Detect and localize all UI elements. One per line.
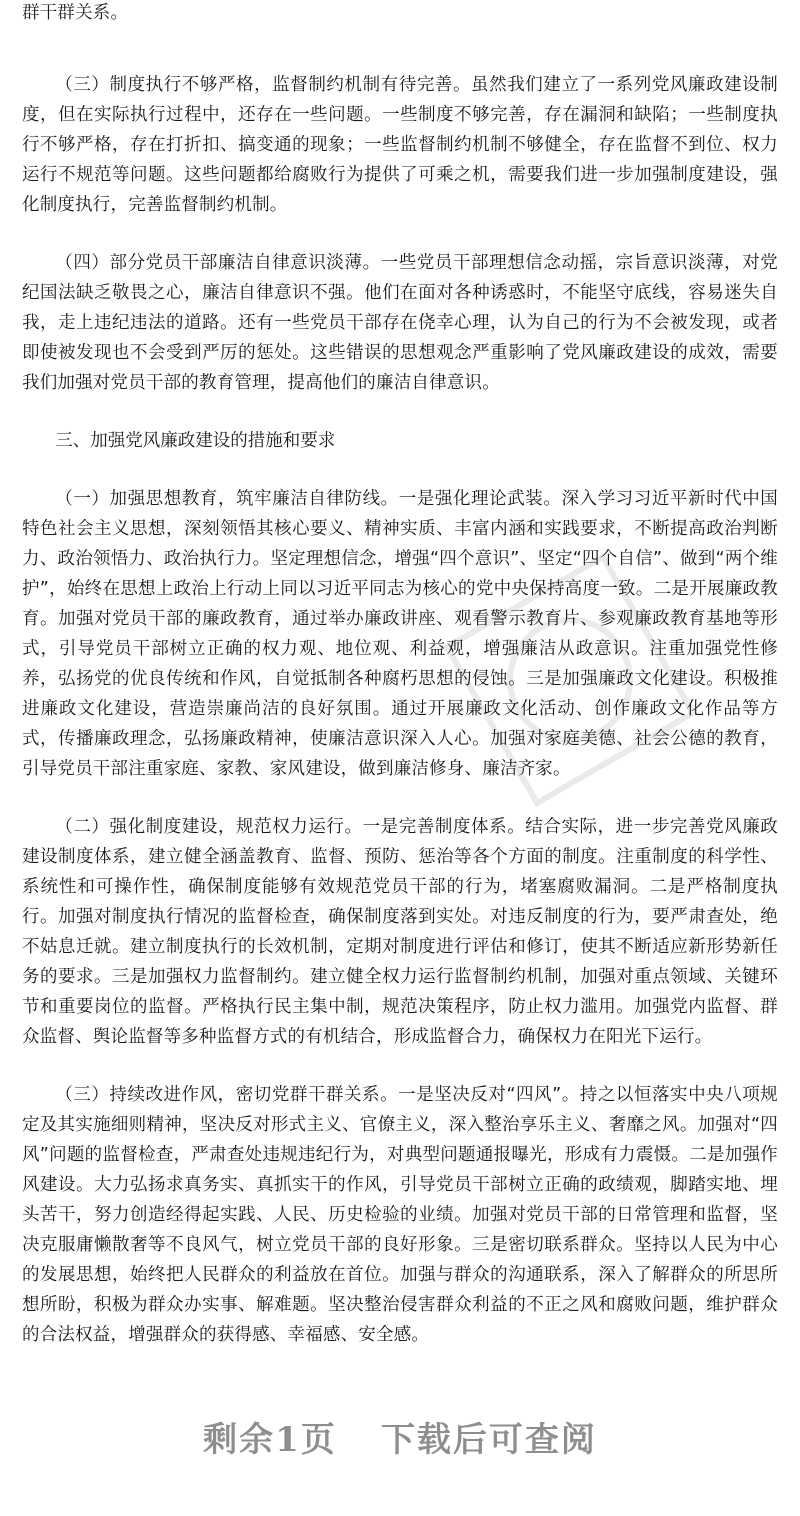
- paragraph-self-discipline: （四）部分党员干部廉洁自律意识淡薄。一些党员干部理想信念动摇，宗旨意识淡薄，对党纪国法缺乏敬畏之心，廉洁自律意识不强。他们在面对各种诱惑时，不能坚守底线，容易迷失自我，走上违纪违法的道路。还有一些党员干部存在侥幸心理，认为自己的行为不会被发现，或者即使被发现也不会受到严厉的惩处。这些错误的思想观念严重影响了党风廉政建设的成效，需要我们加强对党员干部的教育管理，提高他们的廉洁自律意识。: [22, 253, 778, 393]
- download-banner[interactable]: [0, 1412, 800, 1461]
- section-heading: 三、加强党风廉政建设的措施和要求: [55, 431, 336, 451]
- paragraph-system-building: （二）强化制度建设，规范权力运行。一是完善制度体系。结合实际，进一步完善党风廉政建设制度体系，建立健全涵盖教育、监督、预防、惩治等各个方面的制度。注重制度的科学性、系统性和可操作性，确保制度能够有效规范党员干部的行为，堵塞腐败漏洞。二是严格制度执行。加强对制度执行情况的监督检查，确保制度落到实处。对违反制度的行为，要严肃查处，绝不姑息迁就。建立制度执行的长效机制，定期对制度进行评估和修订，使其不断适应新形势新任务的要求。三是加强权力监督制约。建立健全权力运行监督制约机制，加强对重点领域、关键环节和重要岗位的监督。严格执行民主集中制，规范决策程序，防止权力滥用。加强党内监督、群众监督、舆论监督等多种监督方式的有机结合，形成监督合力，确保权力在阳光下运行。: [22, 817, 778, 1047]
- paragraph-system-execution: （三）制度执行不够严格，监督制约机制有待完善。虽然我们建立了一系列党风廉政建设制度，但在实际执行过程中，还存在一些问题。一些制度不够完善，存在漏洞和缺陷；一些制度执行不够严格，存在打折扣、搞变通的现象；一些监督制约机制不够健全，存在监督不到位、权力运行不规范等问题。这些问题都给腐败行为提供了可乘之机，需要我们进一步加强制度建设，强化制度执行，完善监督制约机制。: [22, 75, 778, 215]
- download-to-view-label: 下载后可查阅: [380, 1420, 597, 1460]
- paragraph-ideological-education: （一）加强思想教育，筑牢廉洁自律防线。一是强化理论武装。深入学习习近平新时代中国特色社会主义思想，深刻领悟其核心要义、精神实质、丰富内涵和实践要求，不断提高政治判断力、政治领悟力、政治执行力。坚定理想信念，增强“四个意识”、坚定“四个自信”、做到“两个维护”，始终在思想上政治上行动上同以习近平同志为核心的党中央保持高度一致。二是开展廉政教育。加强对党员干部的廉政教育，通过举办廉政讲座、观看警示教育片、参观廉政教育基地等形式，引导党员干部树立正确的权力观、地位观、利益观，增强廉洁从政意识。注重加强党性修养，弘扬党的优良传统和作风，自觉抵制各种腐朽思想的侵蚀。三是加强廉政文化建设。积极推进廉政文化建设，营造崇廉尚洁的良好氛围。通过开展廉政文化活动、创作廉政文化作品等方式，传播廉政理念，弘扬廉政精神，使廉洁意识深入人心。加强对家庭美德、社会公德的教育，引导党员干部注重家庭、家教、家风建设，做到廉洁修身、廉洁齐家。: [22, 489, 778, 779]
- paragraph-work-style: （三）持续改进作风，密切党群干群关系。一是坚决反对“四风”。持之以恒落实中央八项规定及其实施细则精神，坚决反对形式主义、官僚主义，深入整治享乐主义、奢靡之风。加强对“四风”问题的监督检查，严肃查处违规违纪行为，对典型问题通报曝光，形成有力震慑。二是加强作风建设。大力弘扬求真务实、真抓实干的作风，引导党员干部树立正确的政绩观，脚踏实地、埋头苦干，努力创造经得起实践、人民、历史检验的业绩。加强对党员干部的日常管理和监督，坚决克服庸懒散奢等不良风气，树立党员干部的良好形象。三是密切联系群众。坚持以人民为中心的发展思想，始终把人民群众的利益放在首位。加强与群众的沟通联系，深入了解群众的所思所想所盼，积极为群众办实事、解难题。坚决整治侵害群众利益的不正之风和腐败问题，维护群众的合法权益，增强群众的获得感、幸福感、安全感。: [22, 1085, 778, 1345]
- paragraph-fragment: 群干群关系。: [22, 3, 129, 23]
- document-body: [22, 0, 778, 1350]
- remaining-pages-label: 剩余1页: [203, 1420, 337, 1460]
